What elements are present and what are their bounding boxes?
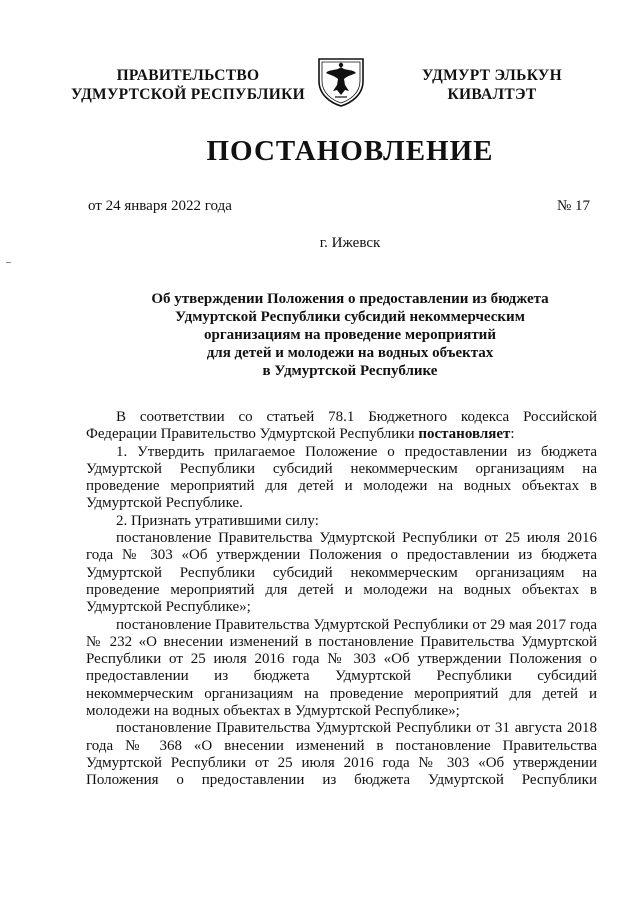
intro-keyword: постановляет <box>418 426 511 443</box>
document-city: г. Ижевск <box>319 235 381 251</box>
subject-line: организациям на проведение мероприятий <box>204 327 496 343</box>
intro-paragraph <box>86 409 597 444</box>
header-right-line1: УДМУРТ ЭЛЬКУН <box>422 67 562 84</box>
item-2: 2. Признать утратившими силу: <box>116 512 319 529</box>
subject-line: в Удмуртской Республике <box>262 363 438 379</box>
header-left-line1: ПРАВИТЕЛЬСТВО <box>116 67 260 84</box>
repealed-act-3: постановление Правительства Удмуртской Республики от 31 августа 2018 года № 368 «О внесении изменений в постановление Правительства Удмуртской Республики от 25 июля 2016 года № 303 «Об утверждении Положения о предоставлении из бюджета Удмуртской Республики <box>86 720 597 789</box>
item-1: 1. Утвердить прилагаемое Положение о предоставлении из бюджета Удмуртской Республики субсидий некоммерческим организациям на проведение мероприятий для детей и молодежи на водных объектах в Удмуртской Республике. <box>86 443 597 512</box>
intro-end: : <box>510 426 515 443</box>
document-subject <box>115 290 585 380</box>
government-name-russian <box>58 66 318 104</box>
government-name-udmurt <box>392 66 592 104</box>
repealed-act-2: постановление Правительства Удмуртской Республики от 29 мая 2017 года № 232 «О внесении изменений в постановление Правительства Удмуртской Республики от 25 июля 2016 года № 303 «Об утверждении Положения о предоставлении из бюджета Удмуртской Республики субсидий некоммерческим организациям на проведение мероприятий для детей и молодежи на водных объектах в Удмуртской Республике»; <box>86 616 597 720</box>
document-type-title: ПОСТАНОВЛЕНИЕ <box>206 135 494 167</box>
document-date: от 24 января 2022 года <box>88 198 232 214</box>
header-right-line2: КИВАЛТЭТ <box>447 86 537 103</box>
subject-line: Об утверждении Положения о предоставлении из бюджета <box>151 291 549 307</box>
subject-line: для детей и молодежи на водных объектах <box>206 345 494 361</box>
repealed-act-1: постановление Правительства Удмуртской Республики от 25 июля 2016 года № 303 «Об утверждении Положения о предоставлении из бюджета Удмуртской Республики субсидий некоммерческим организациям на проведение мероприятий для детей и молодежи на водных объектах в Удмуртской Республике»; <box>86 530 597 616</box>
document-body <box>86 409 597 790</box>
document-number: № 17 <box>557 198 591 214</box>
scan-mark <box>6 262 11 263</box>
header-left-line2: УДМУРТСКОЙ РЕСПУБЛИКИ <box>70 86 305 103</box>
subject-line: Удмуртской Республики субсидий некоммерческим <box>175 309 525 325</box>
coat-of-arms-icon <box>311 55 371 107</box>
intro-text: В соответствии со статьей 78.1 Бюджетного кодекса Российской Федерации Правительство Удмуртской Республики <box>86 409 597 443</box>
